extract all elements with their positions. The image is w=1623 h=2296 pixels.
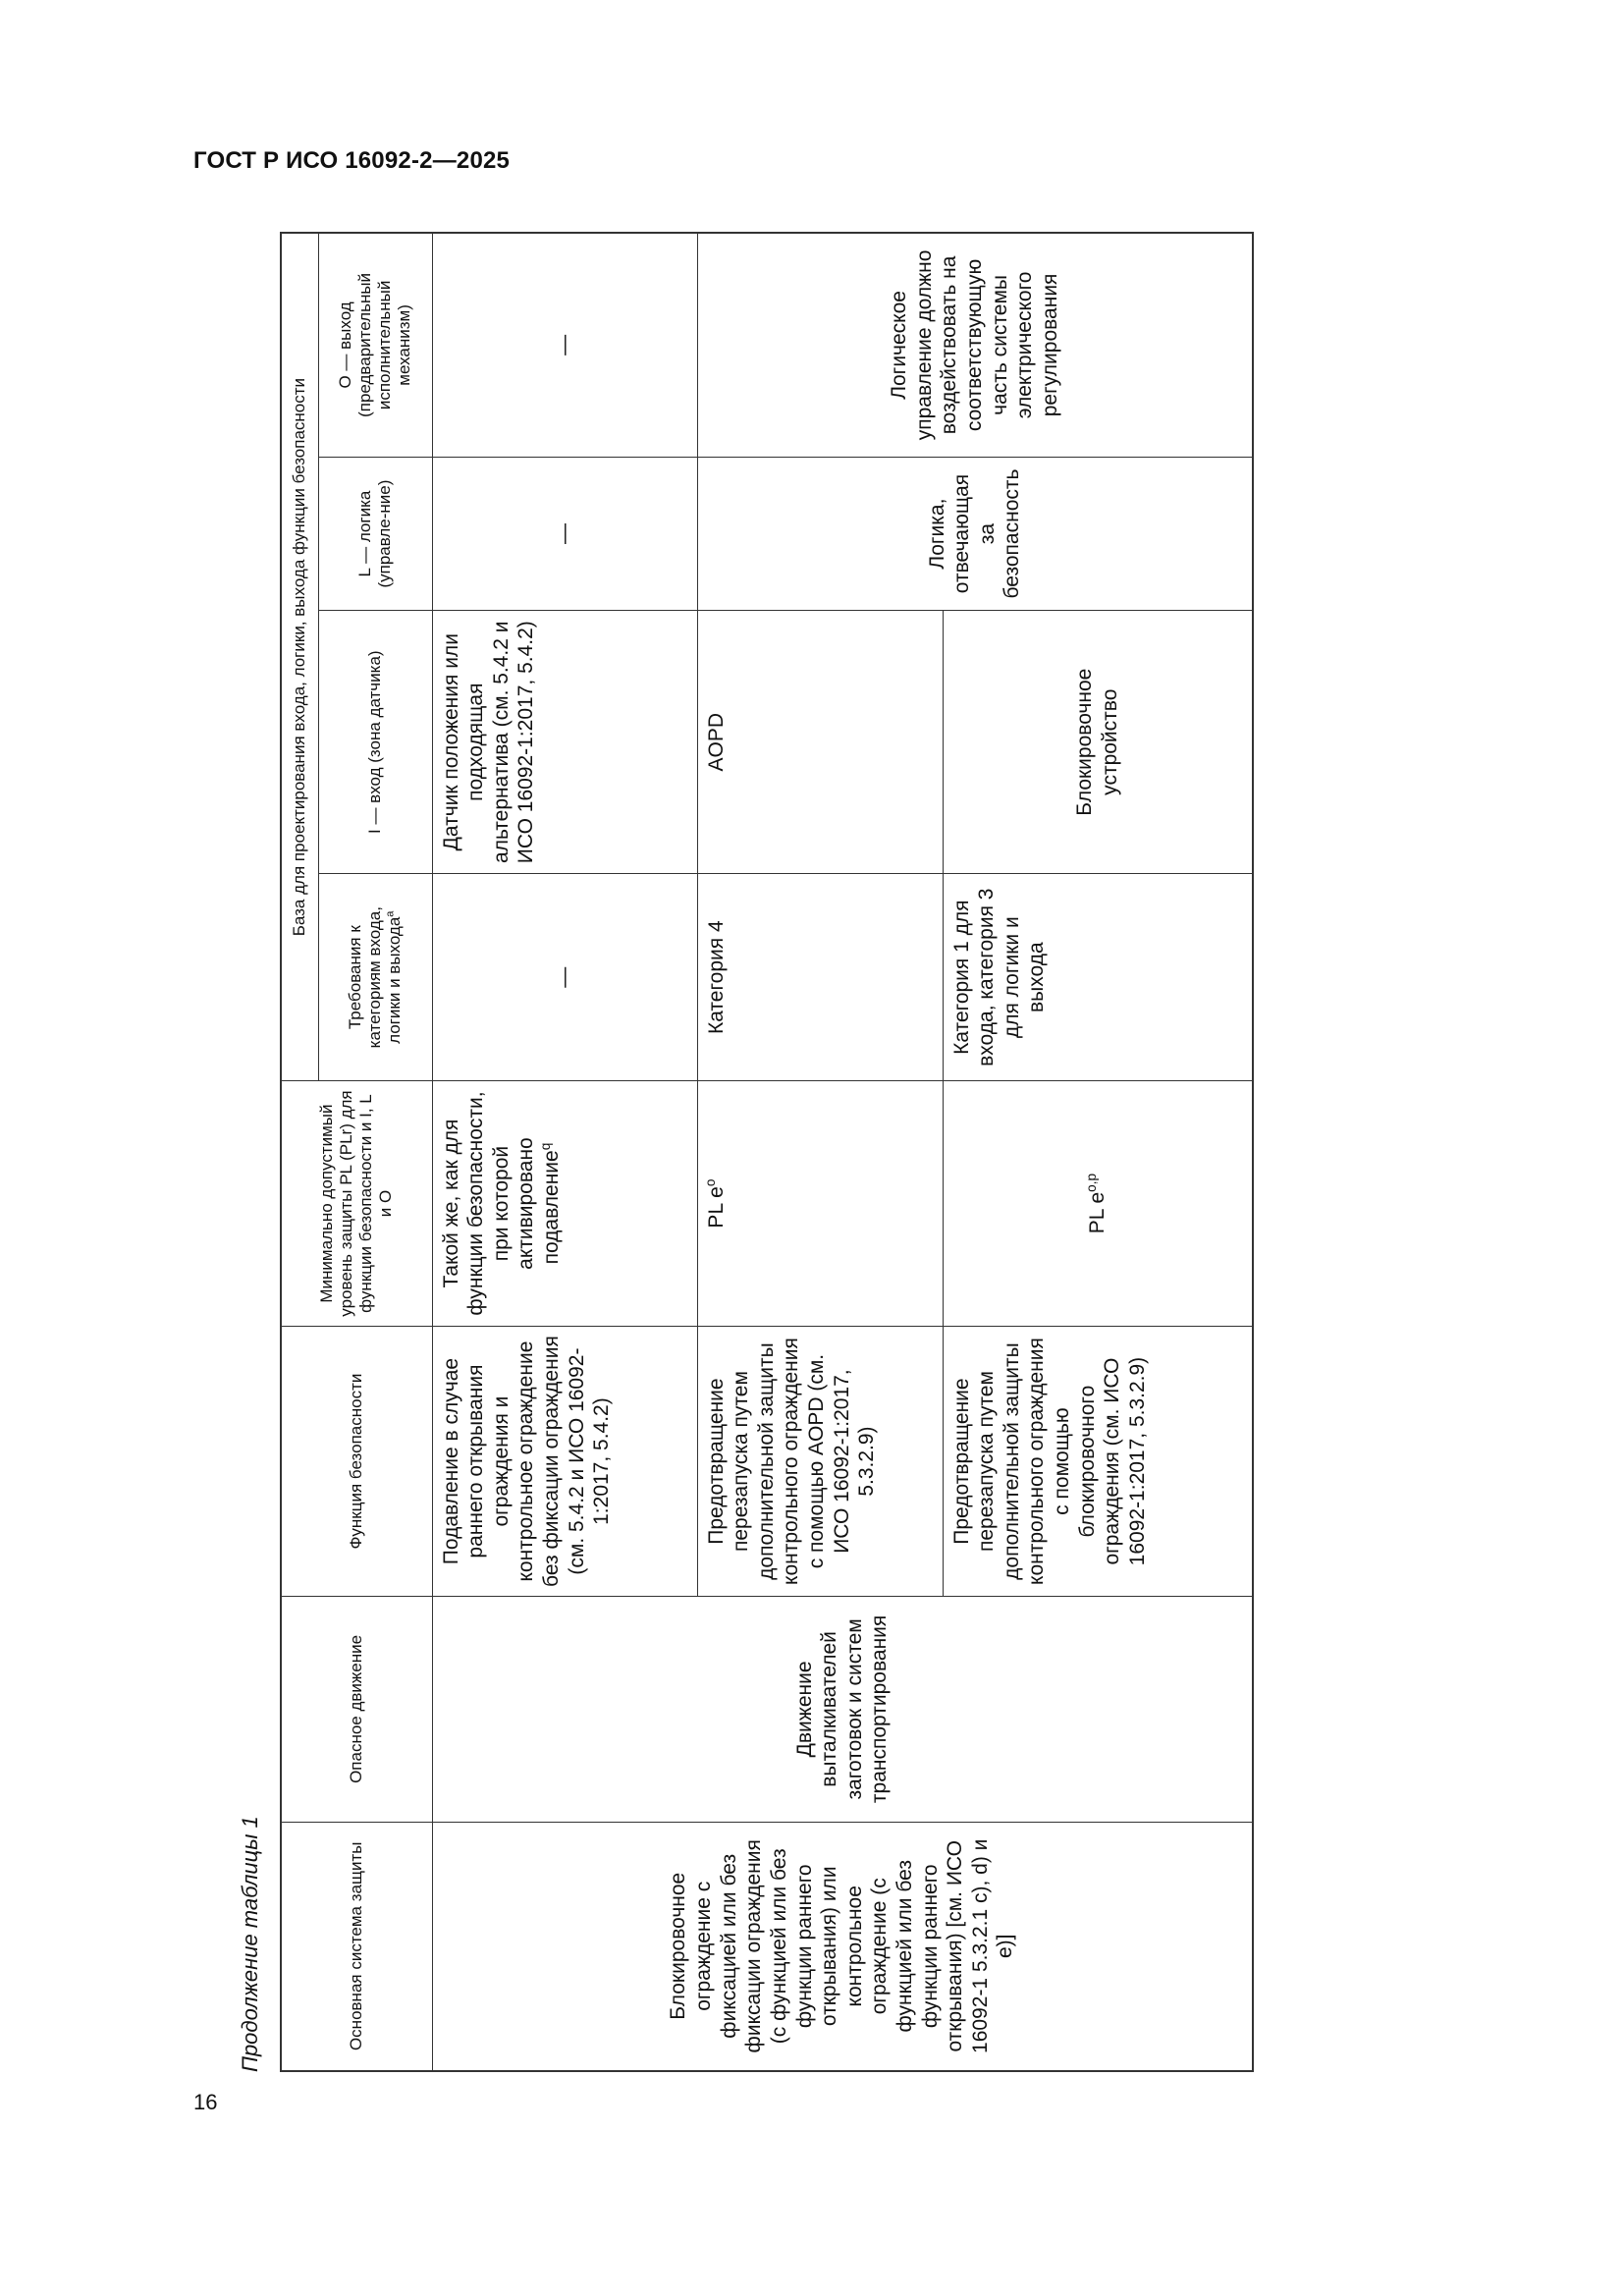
cell-input-2: AOPD xyxy=(697,611,943,874)
header-logic: L — логика (управле-ние) xyxy=(318,457,432,610)
footnote-o-p: o,p xyxy=(1083,1173,1099,1192)
min-pl-1-text: Такой же, как для функции безопасности, при которой активировано подавление xyxy=(439,1091,563,1316)
cell-min-pl-1 xyxy=(432,1081,697,1327)
header-output: O — выход (предварительный исполнительный механизм) xyxy=(318,233,432,457)
safety-requirements-table xyxy=(280,232,1254,2072)
footnote-o: o xyxy=(702,1178,718,1187)
rotated-table-content xyxy=(233,232,1205,2072)
cell-safety-function-3: Предотвращение перезапуска путем дополнительной защиты контрольного ограждения с помощью блокировочного ограждения (см. ИСО 16092-1:2017, 5.3.2.9) xyxy=(943,1326,1253,1596)
cell-input-1: Датчик положения или подходящая альтернатива (см. 5.4.2 и ИСО 16092-1:2017, 5.4.2) xyxy=(432,611,697,874)
table-row xyxy=(432,233,697,2071)
header-input: I — вход (зона датчика) xyxy=(318,611,432,874)
cell-min-pl-3 xyxy=(943,1081,1253,1327)
document-header: ГОСТ Р ИСО 16092-2—2025 xyxy=(193,147,511,174)
table-continuation-label: Продолжение таблицы 1 xyxy=(238,1816,262,2072)
footnote-a: a xyxy=(384,910,397,917)
min-pl-3-text: PL e xyxy=(1085,1191,1109,1234)
header-basic-system: Основная система защиты xyxy=(281,1822,432,2071)
cell-hazard-motion: Движение выталкивателей заготовок и систем транспортирования xyxy=(432,1597,1253,1822)
cell-basic-system: Блокировочное ограждение с фиксацией или без фиксации ограждения (с функцией или без функции раннего открывания) или контрольное ограждение (с функцией или без функции раннего открывания) [см. ИСО 16092-1 5.3.2.1 с), d) и е)] xyxy=(432,1822,1253,2071)
header-category-requirements xyxy=(318,874,432,1081)
rotated-table-region xyxy=(233,232,1205,2072)
cell-safety-function-2: Предотвращение перезапуска путем дополнительной защиты контрольного ограждения с помощью AOPD (см. ИСО 16092-1:2017, 5.3.2.9) xyxy=(697,1326,943,1596)
header-design-basis: База для проектирования входа, логики, выхода функции безопасности xyxy=(281,233,318,1081)
min-pl-2-text: PL e xyxy=(704,1186,728,1229)
cell-safety-function-1: Подавление в случае раннего открывания ограждения и контрольное ограждение без фиксации ограждения (см. 5.4.2 и ИСО 16092-1:2017, 5.4.2) xyxy=(432,1326,697,1596)
header-safety-function: Функция безопасности xyxy=(281,1326,432,1596)
header-category-text: Требования к категориям входа, логики и выхода xyxy=(345,906,405,1049)
cell-category-3: Категория 1 для входа, категория 3 для логики и выхода xyxy=(943,874,1253,1081)
page-number: 16 xyxy=(193,2090,218,2114)
table-header-row-1 xyxy=(281,233,318,2071)
footnote-q: q xyxy=(537,1142,553,1151)
cell-category-2: Категория 4 xyxy=(697,874,943,1081)
header-hazard-motion: Опасное движение xyxy=(281,1597,432,1822)
cell-input-3: Блокировочное устройство xyxy=(943,611,1253,874)
cell-min-pl-2 xyxy=(697,1081,943,1327)
cell-output-group: Логическое управление должно воздействовать на соответствующую часть системы электрического регулирования xyxy=(697,233,1253,457)
cell-output-1: — xyxy=(432,233,697,457)
header-min-pl: Минимально допустимый уровень защиты PL (PLr) для функции безопасности и I, L и O xyxy=(281,1081,432,1327)
cell-logic-group: Логика, отвечающая за безопасность xyxy=(697,457,1253,610)
cell-category-1: — xyxy=(432,874,697,1081)
cell-logic-1: — xyxy=(432,457,697,610)
